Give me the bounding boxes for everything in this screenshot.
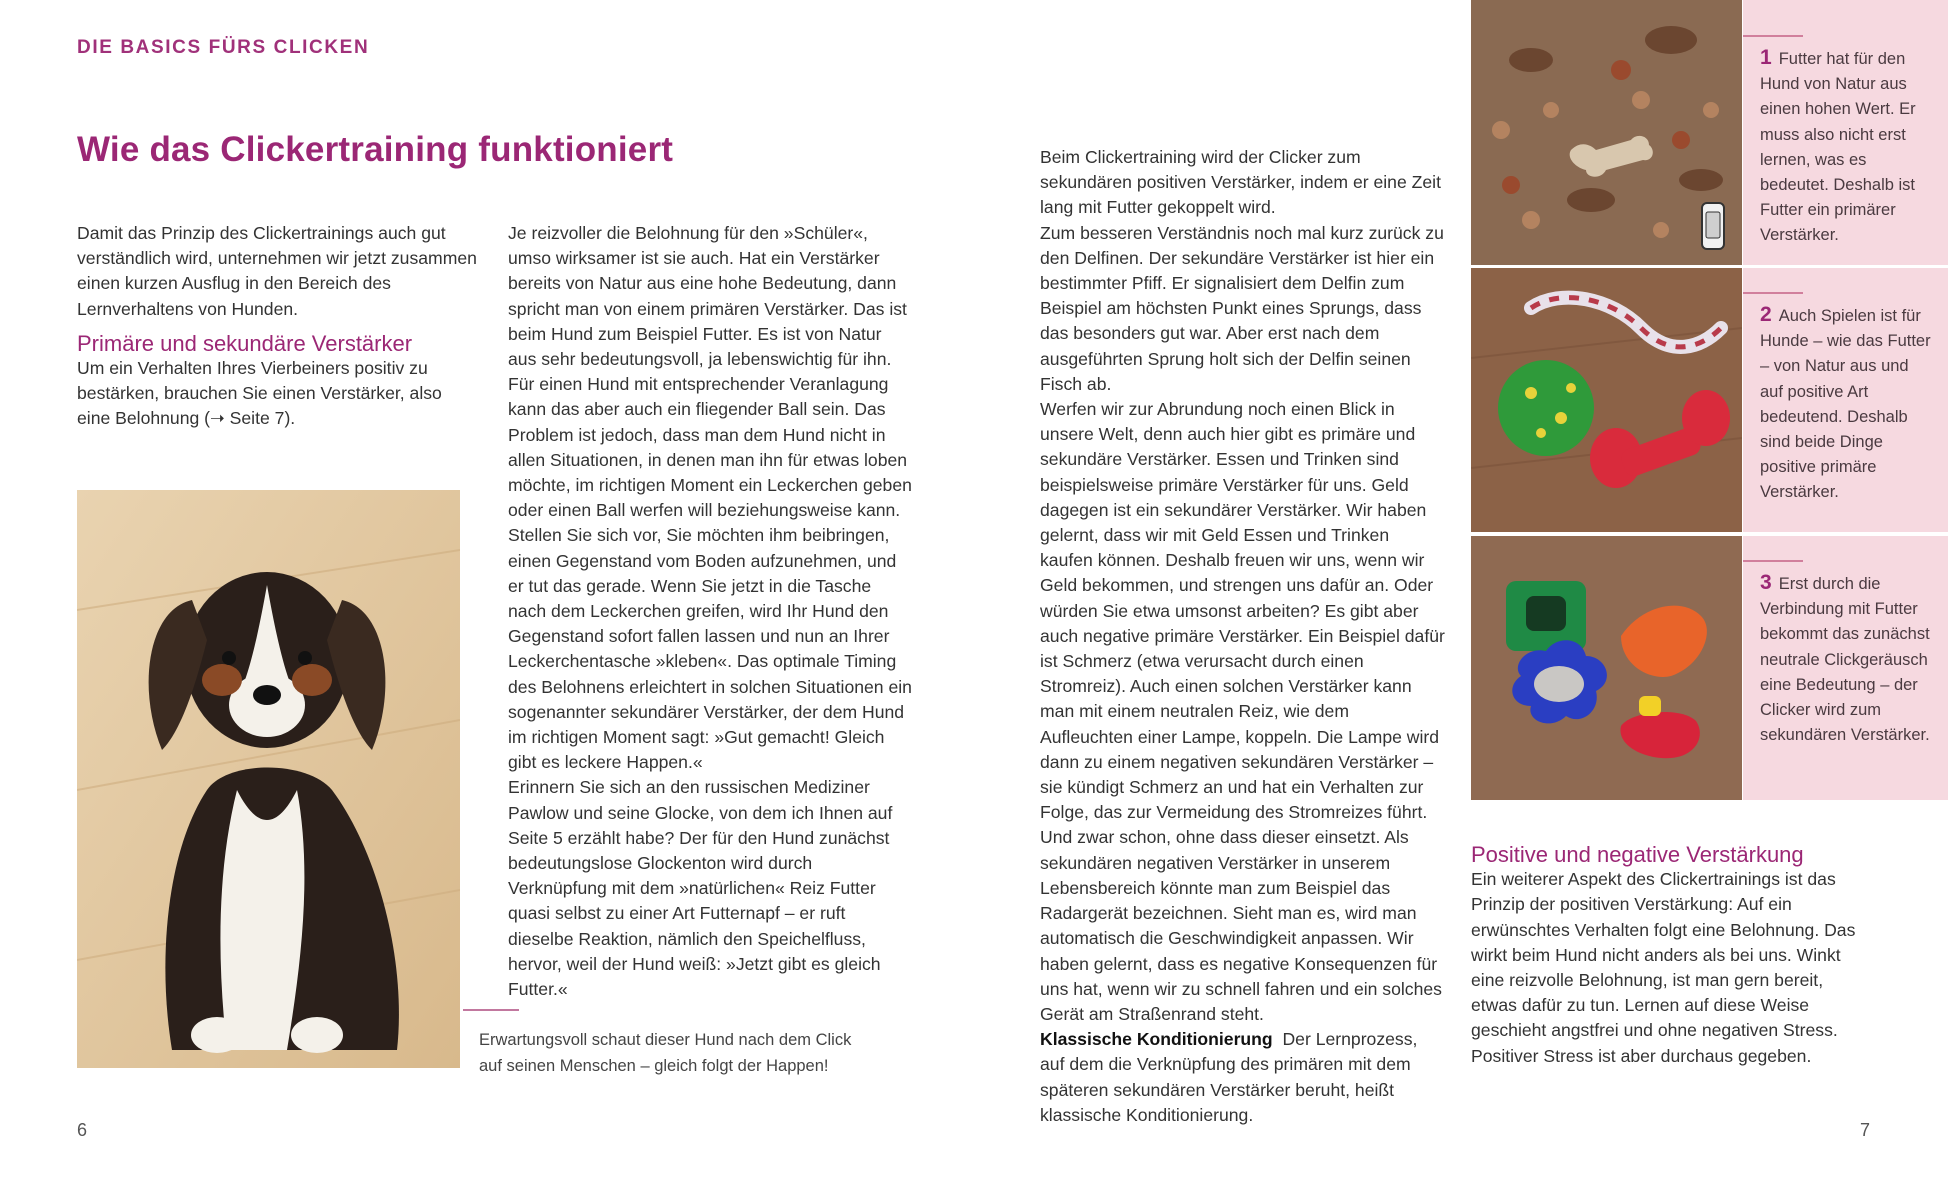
col2-paragraph-2: Für einen Hund mit entsprechender Veranlagung kann das aber auch ein fliegender Ball sein. Das Problem ist jedoch, dass man dem Hund nicht in allen Situationen, in denen man ihn für etwas loben möchte, im richtigen Moment ein Leckerchen geben oder einen Ball werfen will beziehungsweise kann. Stellen Sie sich vor, Sie möchten ihm beibringen, einen Gegenstand vom Boden aufzunehmen, und er tut das gerade. Wenn Sie jetzt in die Tasche nach dem Leckerchen greifen, wird Ihr Hund den Gegenstand sofort fallen lassen und nun an Ihrer Leckerchentasche »kleben«. Das optimale Timing des Belohnens erleichtert in solchen Situationen ein sogenannter sekundärer Verstärker, der dem Hund im richtigen Moment sagt: »Gut gemacht! Gleich gibt es leckere Happen.« [508, 374, 912, 773]
col4-paragraph: Ein weiterer Aspekt des Clickertrainings ist das Prinzip der positiven Verstärkung: Auf ein erwünschtes Verhalten folgt eine Belohnung. Das wirkt beim Hund nicht anders als bei uns. Winkt eine reizvolle Belohnung, ist man gern bereit, etwas dafür zu tun. Lernen auf diese Weise geschieht angstfrei und ohne negativen Stress. Positiver Stress ist aber durchaus gegeben. [1471, 869, 1856, 1066]
info-box-3 [1760, 570, 1935, 748]
page-number-right: 7 [1860, 1120, 1871, 1140]
caption-line-1: Erwartungsvoll schaut dieser Hund nach dem Click [479, 1031, 852, 1049]
column-3 [1040, 145, 1445, 1128]
dog-photo [77, 490, 460, 1068]
inline-head-classical-conditioning: Klassische Konditionierung [1040, 1029, 1273, 1050]
box-text-1: Futter hat für den Hund von Natur aus einen hohen Wert. Er muss also nicht erst lernen, was es bedeutet. Deshalb ist Futter ein primärer Verstärker. [1760, 50, 1916, 245]
col3-paragraph-2: Zum besseren Verständnis noch mal kurz zurück zu den Delfinen. Der sekundäre Verstärker ist hier ein bestimmter Pfiff. Er signalisiert dem Delfin zum Beispiel am höchsten Punkt eines Sprungs, dass das besonders gut war. Aber erst nach dem ausgeführten Sprung holt sich der Delfin seinen Fisch ab. [1040, 222, 1444, 394]
clickers-photo [1471, 536, 1742, 800]
page-title: Wie das Clickertraining funktioniert [77, 130, 674, 169]
col2-paragraph-3: Erinnern Sie sich an den russischen Mediziner Pawlow und seine Glocke, von dem ich Ihnen auf Seite 5 erzählt habe? Der für den Hund zunächst bedeutungslose Glockenton wird durch Verknüpfung mit dem »natürlichen« Reiz Futter quasi selbst zu einer Art Futternapf – er ruft dieselbe Reaktion, nämlich den Speichelfluss, hervor, weil der Hund weiß: »Jetzt gibt es gleich Futter.« [508, 777, 893, 1000]
column-4 [1471, 842, 1861, 1069]
box-rule-3 [1743, 560, 1803, 562]
col2-paragraph-1: Je reizvoller die Belohnung für den »Schüler«, umso wirksamer ist sie auch. Hat ein Verstärker bereits von Natur aus eine hohe Bedeutung, dann spricht man von einem primären Verstärker. Das ist beim Hund zum Beispiel Futter. Es ist von Natur aus sehr bedeutungsvoll, ja lebenswichtig für ihn. [508, 223, 907, 370]
column-1 [77, 221, 477, 432]
box-rule-2 [1743, 292, 1803, 294]
col3-paragraph-4-text: Der Lernprozess, auf dem die Verknüpfung des primären mit dem späteren sekundären Verstärker beruht, heißt klassische Konditionierung. [1040, 1029, 1418, 1125]
subhead-positive-negative: Positive und negative Verstärkung [1471, 842, 1804, 867]
col3-paragraph-3: Werfen wir zur Abrundung noch einen Blick in unsere Welt, denn auch hier gibt es primäre und sekundäre Verstärker. Essen und Trinken sind beispielsweise primäre Verstärker für uns. Geld dagegen ist ein sekundärer Verstärker. Wir haben gelernt, dass wir mit Geld Essen und Trinken kaufen können. Deshalb freuen wir uns, wenn wir Geld bekommen, und strengen uns dafür an. Oder würden Sie etwa umsonst arbeiten? Es gibt aber auch negative primäre Verstärker. Ein Beispiel dafür ist Schmerz (etwa verursacht durch einen Stromreiz). Auch einen solchen Verstärker kann man mit einem neutralen Reiz, wie dem Aufleuchten einer Lampe, koppeln. Die Lampe wird dann zu einem negativen sekundären Verstärker – sie kündigt Schmerz an und hat ein Verhalten zur Folge, das zur Vermeidung des Stromreizes führt. Und zwar schon, ohne dass dieser einsetzt. Als sekundären negativen Verstärker in unserem Lebensbereich könnte man zum Beispiel das Radargerät bezeichnen. Sieht man es, wird man automatisch die Geschwindigkeit anpassen. Wir haben gelernt, dass es negative Konsequenzen für uns hat, wenn wir zu schnell fahren und ein solches Gerät am Straßenrand steht. [1040, 399, 1445, 1024]
column-2 [508, 221, 913, 1002]
photo-caption [479, 1027, 899, 1079]
box-rule-1 [1743, 35, 1803, 37]
info-box-1 [1760, 45, 1935, 249]
col3-paragraph-4 [1040, 1027, 1445, 1128]
subhead-primary-secondary: Primäre und sekundäre Verstärker [77, 330, 413, 356]
toys-photo [1471, 268, 1742, 532]
col3-paragraph-1: Beim Clickertraining wird der Clicker zum sekundären positiven Verstärker, indem er eine Zeit lang mit Futter gekoppelt wird. [1040, 147, 1441, 218]
box-text-2: Auch Spielen ist für Hunde – wie das Futter – von Natur aus und auf positive Art bedeutend. Deshalb sind beide Dinge positive primäre Verstärker. [1760, 307, 1931, 502]
box-number-3: 3 [1760, 571, 1772, 594]
caption-line-2: auf seinen Menschen – gleich folgt der Happen! [479, 1057, 829, 1075]
box-number-2: 2 [1760, 303, 1772, 326]
box-number-1: 1 [1760, 46, 1772, 69]
caption-rule [463, 1009, 519, 1011]
intro-paragraph: Damit das Prinzip des Clickertrainings auch gut verständlich wird, unternehmen wir jetzt zusammen einen kurzen Ausflug in den Bereich des Lernverhaltens von Hunden. [77, 223, 477, 319]
info-box-2 [1760, 302, 1935, 506]
treats-photo [1471, 0, 1742, 265]
page-number-left: 6 [77, 1120, 88, 1140]
running-head: DIE BASICS FÜRS CLICKEN [77, 37, 370, 58]
box-text-3: Erst durch die Verbindung mit Futter bekommt das zunächst neutrale Clickgeräusch eine Bedeutung – der Clicker wird zum sekundären Verstärker. [1760, 575, 1930, 745]
col1-paragraph: Um ein Verhalten Ihres Vierbeiners positiv zu bestärken, brauchen Sie einen Verstärker, also eine Belohnung (➝ Seite 7). [77, 358, 442, 429]
